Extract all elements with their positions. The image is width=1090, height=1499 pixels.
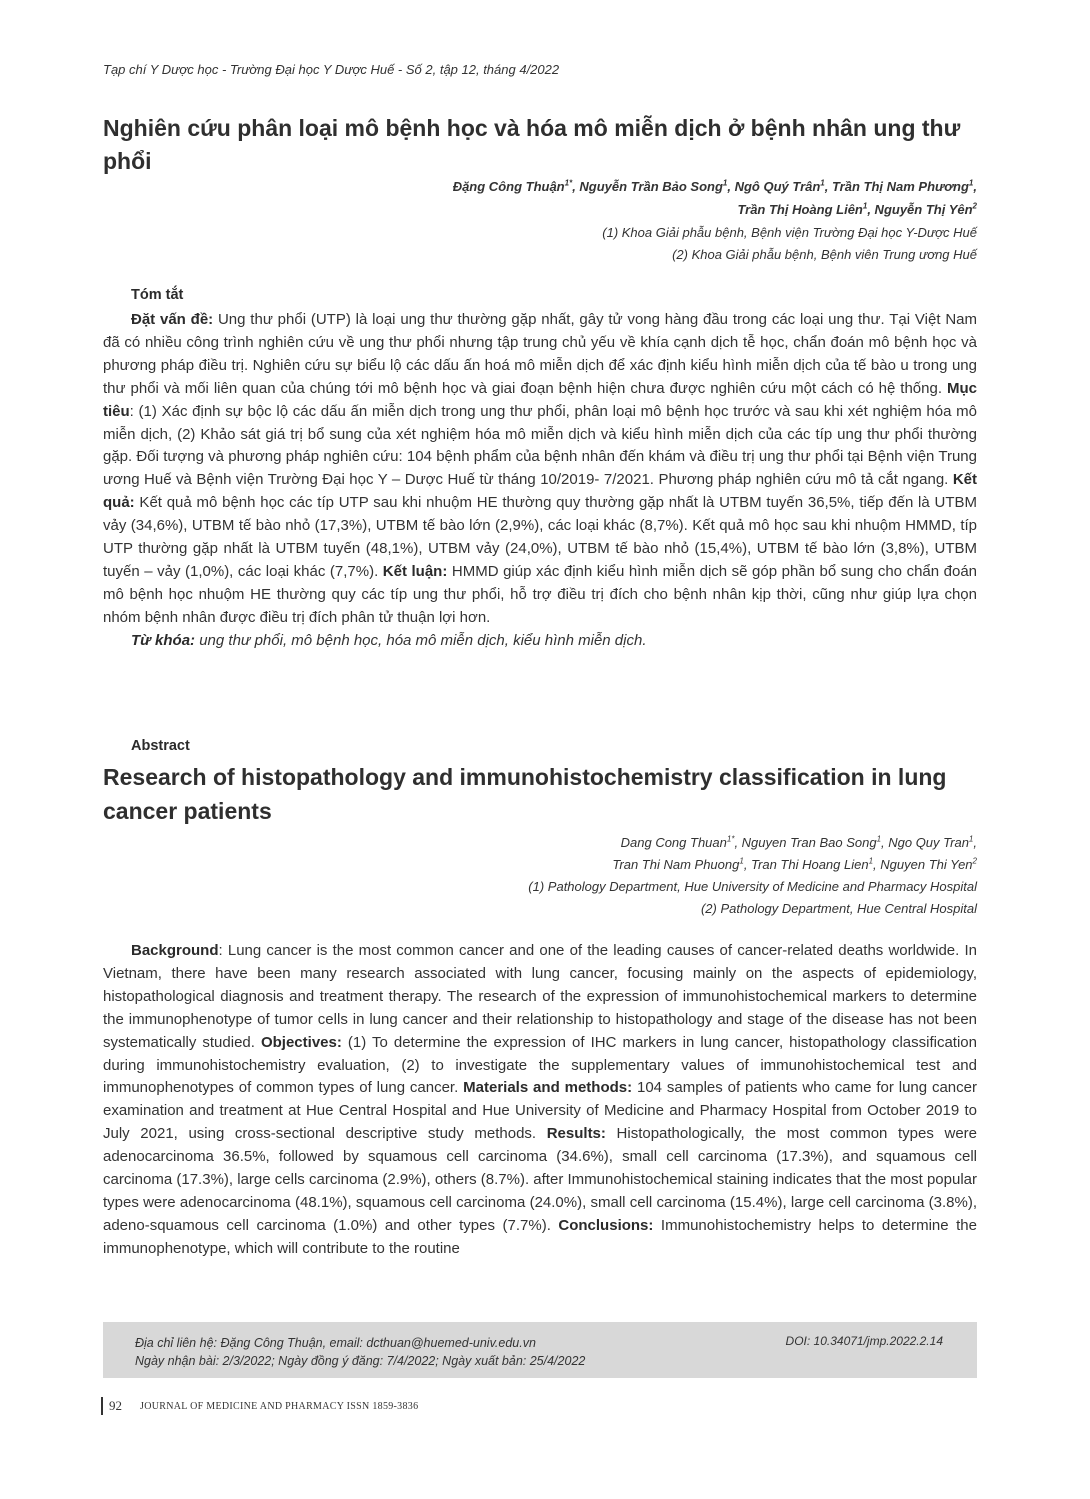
summary-vi-text-1: Ung thư phổi (UTP) là loại ung thư thường gặp nhất, gây tử vong hàng đầu trong các loại ung thư. Tại Việt Nam đã có nhiều công trình nghiên cứu về ung thư phổi nhưng tập trung chủ yếu về khía cạnh dịch tễ học, chẩn đoán mô bệnh học và phương pháp điều trị. Nghiên cứu sự biểu lộ các dấu ấn hoá mô miễn dịch để xác định kiểu hình miễn dịch của tế bào u trong ung thư phổi và mối liên quan của chúng tới mô bệnh học và giai đoạn bệnh hiện chưa được nghiên cứu một cách có hệ thống. <box>103 311 977 397</box>
affiliation-en-2: (2) Pathology Department, Hue Central Hospital <box>700 901 977 916</box>
conclusions-label-en: Conclusions: <box>558 1216 654 1234</box>
contact-line: Địa chỉ liên hệ: Đặng Công Thuận, email: dcthuan@huemed-univ.edu.vn <box>135 1336 536 1350</box>
affiliation-en-1: (1) Pathology Department, Hue University of Medicine and Pharmacy Hospital <box>528 879 977 894</box>
summary-vi-paragraph <box>103 309 977 630</box>
authors-vi-line2 <box>103 198 977 221</box>
results-label-en: Results: <box>546 1125 606 1143</box>
abstract-en-paragraph <box>103 940 977 1261</box>
affiliation-vi-2: (2) Khoa Giải phẫu bệnh, Bệnh viên Trung ương Huế <box>672 247 977 262</box>
authors-en-line1 <box>103 831 977 854</box>
journal-name: JOURNAL OF MEDICINE AND PHARMACY ISSN 1859-3836 <box>140 1400 419 1412</box>
page-footer <box>101 1397 418 1415</box>
authors-en-text-2: Tran Thi Nam Phuong$^1$, Tran Thi Hoang Lien$^1$, Nguyen Thi Yen$^2$ <box>612 856 977 872</box>
affiliation-vi-1: (1) Khoa Giải phẫu bệnh, Bệnh viện Trường Đại học Y-Dược Huế <box>602 225 977 240</box>
authors-en-line2 <box>103 853 977 876</box>
objective-label-vi: Mục tiêu <box>103 379 977 420</box>
summary-heading: Tóm tắt <box>131 287 184 303</box>
doi: DOI: 10.34071/jmp.2022.2.14 <box>785 1334 943 1348</box>
abstract-en <box>103 940 977 1261</box>
summary-vi <box>103 309 977 653</box>
title-vietnamese: Nghiên cứu phân loại mô bệnh học và hóa mô miễn dịch ở bệnh nhân ung thư phổi <box>103 115 961 174</box>
abstract-en-text-4: Histopathologically, the most common types were adenocarcinoma 36.5%, followed by squamous cell carcinoma (34.6%), small cell carcinoma (17.3%), and squamous cell carcinoma (17.3%), large cells carcinoma (2.9%), others (8.7%). after Immunohistochemical staining indicates that the most popular types were adenocarcinoma (48.1%), squamous cell carcinoma (24.0%), small cell carcinoma (15.4%), large cell carcinoma (3.8%), adeno-squamous cell carcinoma (1.0%) and other types (7.7%). <box>103 1125 977 1234</box>
correspondence-box <box>103 1322 977 1378</box>
background-label-en: Background <box>131 942 219 959</box>
abstract-en-text-2: (1) To determine the expression of IHC markers in lung cancer, histopathology classification during immunohistochemistry evaluation, (2) to investigate the supplementary values of immunohistochemical test and immunophenotypes of common types of lung cancer. <box>103 1033 977 1097</box>
running-head: Tạp chí Y Dược học - Trường Đại học Y Dược Huế - Số 2, tập 12, tháng 4/2022 <box>103 62 560 77</box>
page-number: 92 <box>109 1398 122 1413</box>
abstract-en-text-5: Immunohistochemistry helps to determine the immunophenotype, which will contribute to the routine <box>103 1216 977 1257</box>
keywords-vi <box>103 630 977 653</box>
keywords-label: Từ khóa: <box>131 631 196 649</box>
background-label-vi: Đặt vấn đề: <box>131 311 214 328</box>
objectives-label-en: Objectives: <box>260 1033 342 1051</box>
dates-line: Ngày nhận bài: 2/3/2022; Ngày đồng ý đăng: 7/4/2022; Ngày xuất bản: 25/4/2022 <box>135 1354 586 1368</box>
abstract-en-text-3: 104 samples of patients who came for lung cancer examination and treatment at Hue Central Hospital and Hue University of Medicine and Pharmacy Hospital from October 2019 to July 2021, using cross-sectional descriptive study methods. <box>103 1079 977 1143</box>
authors-vi-line1 <box>103 175 977 198</box>
summary-vi-text-2: : (1) Xác định sự bộc lộ các dấu ấn miễn dịch trong ung thư phổi, phân loại mô bệnh học trước và sau khi xét nghiệm hóa mô miễn dịch, (2) Khảo sát giá trị bổ sung của xét nghiệm hóa mô miễn dịch và kiểu hình miễn dịch của các típ ung thư phổi thường gặp. Đối tượng và phương pháp nghiên cứu: 104 bệnh phẩm của bệnh nhân đến khám và điều trị ung thư phổi tại Bệnh viện Trung ương Huế và Bệnh viện Trường Đại học Y – Dược Huế từ tháng 10/2019- 7/2021. Phương pháp nghiên cứu mô tả cắt ngang. <box>103 402 977 489</box>
summary-vi-text-4: HMMD giúp xác định kiểu hình miễn dịch sẽ góp phần bổ sung cho chẩn đoán mô bệnh học nhuộm HE thường quy các típ ung thư phổi, hỗ trợ điều trị đích cho bệnh nhân kịp thời, cũng như giúp lựa chọn nhóm bệnh nhân được điều trị đích phân tử thuận lợi hơn. <box>103 562 978 626</box>
correspondence-info <box>135 1334 585 1370</box>
methods-label-en: Materials and methods: <box>463 1079 633 1097</box>
title-english: Research of histopathology and immunohistochemistry classification in lung cancer patients <box>103 764 947 824</box>
abstract-en-text-1: : Lung cancer is the most common cancer and one of the leading causes of cancer-related deaths worldwide. In Vietnam, there have been many research associated with lung cancer, focusing mainly on the aspects of epidemiology, histopathological diagnosis and treatment therapy. The research of the expression of immunohistochemical markers to determine the immunophenotype of tumor cells in lung cancer and their relationship to histopathology and stage of the disease has not been systematically studied. <box>103 942 977 1051</box>
authors-en-text-1: Dang Cong Thuan$^{1*}$, Nguyen Tran Bao Song$^1$, Ngo Quy Tran$^1$, <box>620 834 977 850</box>
keywords-text: ung thư phổi, mô bệnh học, hóa mô miễn dịch, kiểu hình miễn dịch. <box>195 631 647 649</box>
results-label-vi: Kết quả: <box>103 471 977 512</box>
abstract-heading: Abstract <box>131 738 190 754</box>
summary-vi-text-3: Kết quả mô bệnh học các típ UTP sau khi nhuộm HE thường quy thường gặp nhất là UTBM tuyến 36,5%, tiếp đến là UTBM vảy (34,6%), UTBM tế bào nhỏ (17,3%), UTBM tế bào lớn (2,9%), các loại khác (8,7%). Kết quả mô học sau khi nhuộm HMMD, típ UTP thường gặp nhất là UTBM tuyến (48,1%), UTBM vảy (24,0%), UTBM tế bào nhỏ (15,4%), UTBM tế bào lớn (3,8%), UTBM tuyến – vảy (1,0%), các loại khác (7,7%). <box>103 494 977 580</box>
authors-vi-text-2: Trần Thị Hoàng Liên$^1$, Nguyễn Thị Yên$^2$ <box>737 201 977 217</box>
authors-vi-text-1: Đặng Công Thuận$^{1*}$, Nguyễn Trần Bảo Song$^1$, Ngô Quý Trân$^1$, Trần Thị Nam Phương$^1$, <box>452 178 977 194</box>
conclusion-label-vi: Kết luận: <box>382 562 448 580</box>
